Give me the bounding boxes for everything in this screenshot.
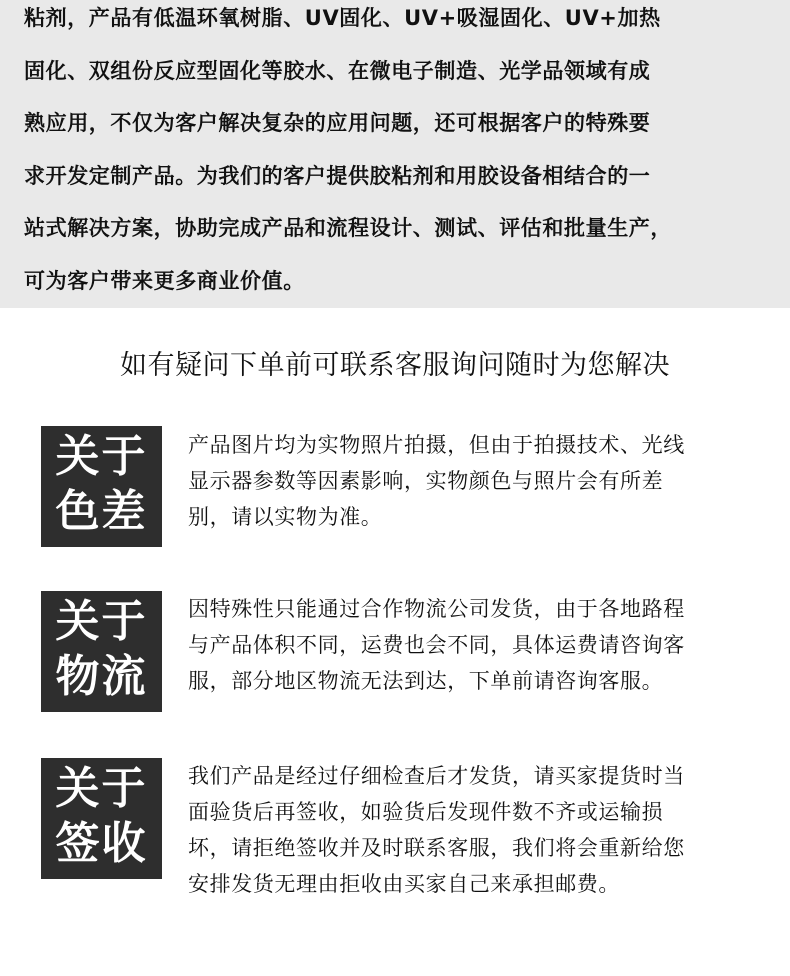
intro-line: 粘剂，产品有低温环氧树脂、UV固化、UV+吸湿固化、UV+加热	[24, 6, 661, 30]
intro-line: 熟应用，不仅为客户解决复杂的应用问题，还可根据客户的特殊要	[24, 111, 651, 135]
notice-line: 显示器参数等因素影响，实物颜色与照片会有所差	[188, 469, 664, 493]
contact-heading: 如有疑问下单前可联系客服询问随时为您解决	[120, 350, 670, 381]
notice-line: 产品图片均为实物照片拍摄，但由于拍摄技术、光线	[188, 433, 685, 457]
notice-line: 别，请以实物为准。	[188, 505, 383, 529]
badge-label-top: 关于	[55, 763, 148, 814]
badge-color-difference	[41, 426, 162, 547]
notice-line: 安排发货无理由拒收由买家自己来承担邮费。	[188, 872, 620, 896]
badge-label-bottom: 色差	[55, 486, 148, 537]
intro-line: 固化、双组份反应型固化等胶水、在微电子制造、光学品领域有成	[24, 58, 651, 83]
notice-receipt-text	[188, 758, 768, 902]
notice-line: 我们产品是经过仔细检查后才发货，请买家提货时当	[188, 764, 685, 788]
notice-line: 坏，请拒绝签收并及时联系客服，我们将会重新给您	[188, 836, 685, 860]
notice-line: 面验货后再签收，如验货后发现件数不齐或运输损	[188, 800, 664, 824]
badge-label-top: 关于	[55, 596, 148, 647]
intro-line: 可为客户带来更多商业价值。	[24, 268, 305, 293]
notice-line: 因特殊性只能通过合作物流公司发货，由于各地路程	[188, 597, 685, 621]
notice-logistics-text	[188, 591, 768, 699]
badge-label-bottom: 物流	[55, 651, 148, 702]
notice-line: 服，部分地区物流无法到达，下单前请咨询客服。	[188, 669, 664, 693]
badge-receipt	[41, 758, 162, 879]
notice-color-difference-text	[188, 427, 768, 535]
badge-logistics	[41, 591, 162, 712]
badge-label-bottom: 签收	[55, 818, 148, 869]
notice-line: 与产品体积不同，运费也会不同，具体运费请咨询客	[188, 633, 685, 657]
intro-line: 站式解决方案，协助完成产品和流程设计、测试、评估和批量生产，	[24, 216, 672, 240]
badge-label-top: 关于	[55, 431, 148, 482]
intro-section	[0, 0, 790, 308]
intro-line: 求开发定制产品。为我们的客户提供胶粘剂和用胶设备相结合的一	[24, 163, 651, 188]
